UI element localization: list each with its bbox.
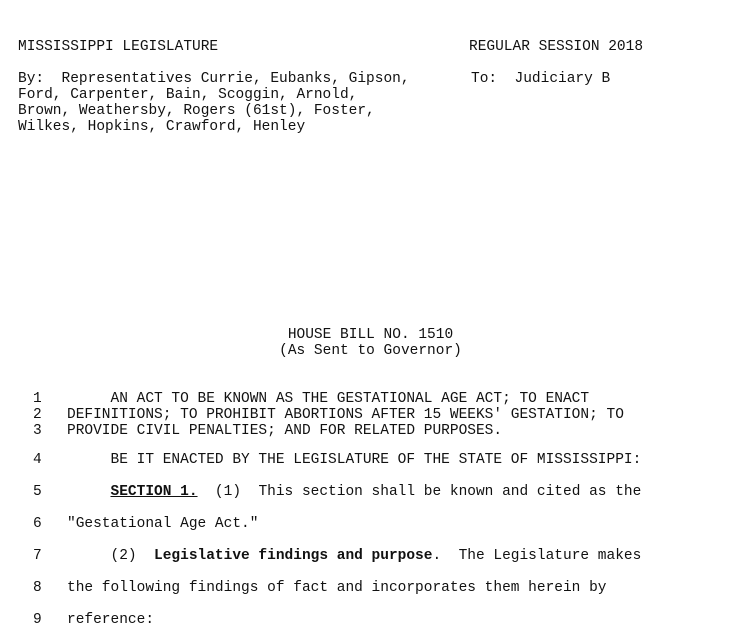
line-number: 5 <box>33 484 42 500</box>
section-heading: SECTION 1. <box>110 484 198 500</box>
bill-text-line <box>67 484 641 500</box>
bill-status: (As Sent to Governor) <box>279 343 462 359</box>
line-number: 9 <box>33 612 42 628</box>
bill-title: HOUSE BILL NO. 1510 <box>287 327 454 343</box>
line-number: 4 <box>33 452 42 468</box>
sponsor-line: By: Representatives Currie, Eubanks, Gipson, <box>18 71 410 87</box>
sponsor-list <box>18 71 410 135</box>
line-number: 6 <box>33 516 42 532</box>
sponsor-line: Brown, Weathersby, Rogers (61st), Foster, <box>18 103 375 119</box>
text-indent: (2) <box>67 548 155 564</box>
bill-text-line: DEFINITIONS; TO PROHIBIT ABORTIONS AFTER 15 WEEKS' GESTATION; TO <box>67 407 624 423</box>
bill-text-line <box>67 548 641 564</box>
legislature-name: MISSISSIPPI LEGISLATURE <box>18 39 219 55</box>
bill-text-line: PROVIDE CIVIL PENALTIES; AND FOR RELATED PURPOSES. <box>67 423 503 439</box>
sponsor-line: Wilkes, Hopkins, Crawford, Henley <box>18 119 306 135</box>
line-number: 7 <box>33 548 42 564</box>
line-number: 3 <box>33 423 42 439</box>
bill-text-line: the following findings of fact and incorporates them herein by <box>67 580 607 596</box>
session-label: REGULAR SESSION 2018 <box>469 39 644 55</box>
bill-text-line: reference: <box>67 612 155 628</box>
sponsor-line: Ford, Carpenter, Bain, Scoggin, Arnold, <box>18 87 358 103</box>
line-number: 1 <box>33 391 42 407</box>
text-run: . The Legislature makes <box>432 548 642 564</box>
line-number: 8 <box>33 580 42 596</box>
text-run: (1) This section shall be known and cited as the <box>197 484 642 500</box>
bill-text-line: "Gestational Age Act." <box>67 516 259 532</box>
line-number: 2 <box>33 407 42 423</box>
bill-text-line: AN ACT TO BE KNOWN AS THE GESTATIONAL AGE ACT; TO ENACT <box>67 391 590 407</box>
subsection-heading: Legislative findings and purpose <box>154 548 433 564</box>
text-indent <box>67 484 111 500</box>
committee-referral: To: Judiciary B <box>471 71 611 87</box>
bill-text-line: BE IT ENACTED BY THE LEGISLATURE OF THE STATE OF MISSISSIPPI: <box>67 452 642 468</box>
